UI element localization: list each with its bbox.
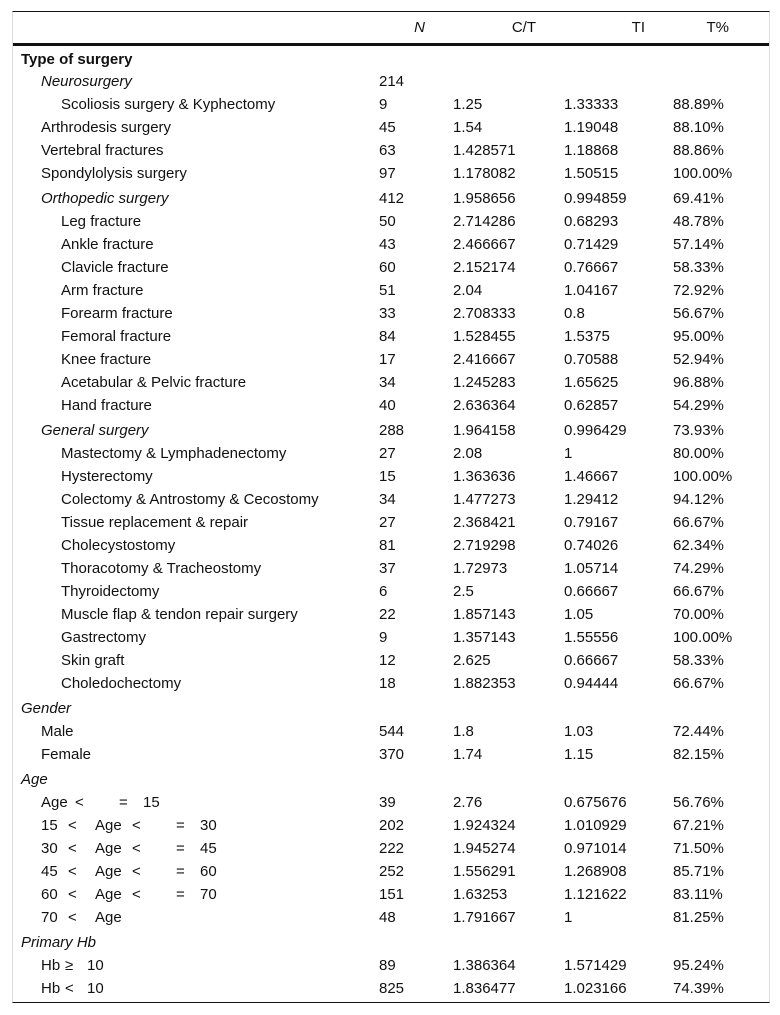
row-label bbox=[13, 883, 379, 906]
cell-n: 18 bbox=[379, 675, 396, 692]
expr-token: < bbox=[75, 794, 84, 811]
expr-token: 60 bbox=[41, 886, 58, 903]
cell-ct: 2.76 bbox=[453, 794, 483, 811]
cell-ti bbox=[560, 695, 671, 720]
expr-token: Age bbox=[95, 886, 122, 903]
cell-ti bbox=[560, 766, 671, 791]
row-label: Acetabular & Pelvic fracture bbox=[61, 374, 247, 391]
row-label: Colectomy & Antrostomy & Cecostomy bbox=[61, 491, 319, 508]
cell-ct: 2.5 bbox=[453, 583, 474, 600]
table-row bbox=[13, 837, 769, 860]
row-label: Cholecystostomy bbox=[61, 537, 176, 554]
cell-n: 63 bbox=[379, 142, 396, 159]
table-row bbox=[13, 511, 769, 534]
row-label: Clavicle fracture bbox=[61, 259, 169, 276]
expr-token: 45 bbox=[200, 840, 217, 857]
expr-token: < bbox=[68, 886, 77, 903]
row-label: Arthrodesis surgery bbox=[41, 119, 172, 136]
row-label: Arm fracture bbox=[61, 282, 144, 299]
table-row bbox=[13, 302, 769, 325]
cell-ct: 1.556291 bbox=[453, 863, 516, 880]
cell-ti: 1.33333 bbox=[564, 96, 619, 113]
cell-n: 15 bbox=[379, 468, 396, 485]
cell-ct: 2.04 bbox=[453, 282, 483, 299]
cell-tp bbox=[671, 45, 769, 71]
table-row bbox=[13, 766, 769, 791]
cell-tp: 88.89% bbox=[673, 96, 724, 113]
expr-token: < bbox=[132, 863, 141, 880]
cell-ti: 0.996429 bbox=[564, 421, 627, 439]
row-label bbox=[13, 906, 379, 929]
row-label: Forearm fracture bbox=[61, 305, 173, 322]
table-row bbox=[13, 325, 769, 348]
row-label: Knee fracture bbox=[61, 351, 152, 368]
cell-ct: 1.528455 bbox=[453, 328, 516, 345]
cell-n: 37 bbox=[379, 560, 396, 577]
cell-ti: 1.023166 bbox=[564, 980, 627, 997]
cell-tp: 58.33% bbox=[673, 652, 724, 669]
row-label: Leg fracture bbox=[61, 213, 142, 230]
table-row bbox=[13, 977, 769, 1002]
header-tp: T% bbox=[671, 12, 769, 45]
header-row bbox=[13, 12, 769, 45]
row-label: Tissue replacement & repair bbox=[61, 514, 249, 531]
cell-ct: 1.54 bbox=[453, 119, 483, 136]
cell-n: 17 bbox=[379, 351, 396, 368]
cell-ti: 1.03 bbox=[564, 723, 594, 740]
cell-n: 9 bbox=[379, 629, 388, 646]
cell-ct: 1.882353 bbox=[453, 675, 516, 692]
table-row bbox=[13, 626, 769, 649]
cell-tp: 100.00% bbox=[673, 165, 733, 182]
header-label bbox=[13, 12, 379, 45]
cell-tp: 100.00% bbox=[673, 468, 733, 485]
row-label: Muscle flap & tendon repair surgery bbox=[61, 606, 298, 623]
cell-ti: 0.70588 bbox=[564, 351, 619, 368]
section-heading: Primary Hb bbox=[21, 933, 97, 951]
cell-ti: 0.76667 bbox=[564, 259, 619, 276]
cell-ct bbox=[449, 45, 560, 71]
cell-tp: 95.24% bbox=[673, 957, 724, 974]
table-row bbox=[13, 883, 769, 906]
cell-tp: 83.11% bbox=[673, 886, 723, 903]
row-label bbox=[13, 977, 379, 1002]
cell-tp: 100.00% bbox=[673, 629, 733, 646]
cell-ti: 1.65625 bbox=[564, 374, 619, 391]
cell-ti bbox=[560, 45, 671, 71]
cell-tp: 73.93% bbox=[673, 421, 724, 439]
cell-ti: 1.5375 bbox=[564, 328, 610, 345]
expr-token: < bbox=[68, 840, 77, 857]
row-label bbox=[13, 791, 379, 814]
cell-n: 39 bbox=[379, 794, 396, 811]
cell-ti: 1.04167 bbox=[564, 282, 619, 299]
cell-ti: 1.121622 bbox=[564, 886, 627, 903]
cell-tp: 72.92% bbox=[673, 282, 724, 299]
cell-ct: 2.719298 bbox=[453, 537, 516, 554]
expr-token: 45 bbox=[41, 863, 58, 880]
cell-ti: 1.55556 bbox=[564, 629, 619, 646]
expr-token: 10 bbox=[87, 957, 104, 974]
table-row bbox=[13, 603, 769, 626]
row-label bbox=[13, 860, 379, 883]
table-row bbox=[13, 580, 769, 603]
expr-token: < bbox=[68, 909, 77, 926]
table-row bbox=[13, 45, 769, 71]
row-label: Male bbox=[41, 723, 74, 740]
cell-tp: 88.86% bbox=[673, 142, 724, 159]
cell-tp: 88.10% bbox=[673, 119, 724, 136]
table-row bbox=[13, 162, 769, 185]
cell-tp: 69.41% bbox=[673, 189, 724, 207]
table-row bbox=[13, 488, 769, 511]
row-label: Choledochectomy bbox=[61, 675, 182, 692]
cell-n: 60 bbox=[379, 259, 396, 276]
cell-n: 544 bbox=[379, 723, 405, 740]
cell-ct: 1.836477 bbox=[453, 980, 516, 997]
expr-token: < bbox=[132, 840, 141, 857]
table-row bbox=[13, 465, 769, 488]
expr-token: 10 bbox=[87, 980, 104, 997]
cell-n: 370 bbox=[379, 746, 405, 763]
row-label bbox=[13, 837, 379, 860]
cell-ti: 1.15 bbox=[564, 746, 594, 763]
cell-n: 12 bbox=[379, 652, 396, 669]
cell-tp: 58.33% bbox=[673, 259, 724, 276]
table-row bbox=[13, 70, 769, 93]
table-row bbox=[13, 233, 769, 256]
cell-ct: 1.363636 bbox=[453, 468, 516, 485]
table-row bbox=[13, 442, 769, 465]
cell-ct: 1.857143 bbox=[453, 606, 516, 623]
cell-ct bbox=[449, 695, 560, 720]
expr-token: Age bbox=[95, 909, 122, 926]
cell-tp: 62.34% bbox=[673, 537, 724, 554]
table-row bbox=[13, 649, 769, 672]
expr-token: 70 bbox=[200, 886, 217, 903]
cell-n: 9 bbox=[379, 96, 388, 113]
cell-ct: 1.25 bbox=[453, 96, 483, 113]
row-label: Ankle fracture bbox=[61, 236, 154, 253]
table-body bbox=[13, 45, 769, 1003]
cell-tp: 70.00% bbox=[673, 606, 724, 623]
table-row bbox=[13, 672, 769, 695]
cell-tp bbox=[671, 766, 769, 791]
cell-ct: 1.924324 bbox=[453, 817, 516, 834]
cell-ct: 1.945274 bbox=[453, 840, 516, 857]
expr-token: Hb bbox=[41, 980, 61, 997]
cell-ti: 0.79167 bbox=[564, 514, 619, 531]
row-label: Mastectomy & Lymphadenectomy bbox=[61, 445, 287, 462]
expr-token: Age bbox=[95, 840, 122, 857]
row-label: Gastrectomy bbox=[61, 629, 147, 646]
table-row bbox=[13, 394, 769, 417]
expr-token: 30 bbox=[200, 817, 217, 834]
expr-token: < bbox=[65, 980, 74, 997]
cell-ct: 2.368421 bbox=[453, 514, 516, 531]
expr-token: = bbox=[176, 863, 185, 880]
cell-ti: 1 bbox=[564, 909, 573, 926]
table-row bbox=[13, 720, 769, 743]
cell-tp bbox=[671, 695, 769, 720]
group-label: General surgery bbox=[41, 421, 149, 439]
table-row bbox=[13, 929, 769, 954]
cell-n: 50 bbox=[379, 213, 396, 230]
expr-token: Hb bbox=[41, 957, 61, 974]
expr-token: Age bbox=[95, 817, 122, 834]
cell-ti: 1.010929 bbox=[564, 817, 627, 834]
cell-ct: 1.245283 bbox=[453, 374, 516, 391]
section-heading: Age bbox=[21, 770, 48, 788]
row-label: Hysterectomy bbox=[61, 468, 153, 485]
cell-tp: 85.71% bbox=[673, 863, 724, 880]
row-label: Female bbox=[41, 746, 92, 763]
row-label bbox=[13, 954, 379, 977]
cell-n: 89 bbox=[379, 957, 396, 974]
row-label: Spondylolysis surgery bbox=[41, 165, 187, 182]
cell-n: 288 bbox=[379, 421, 405, 439]
cell-ct: 1.178082 bbox=[453, 165, 516, 182]
expr-token: = bbox=[176, 886, 185, 903]
table-row bbox=[13, 371, 769, 394]
expr-token: = bbox=[119, 794, 128, 811]
group-label: Orthopedic surgery bbox=[41, 189, 169, 207]
table-row bbox=[13, 417, 769, 442]
cell-n: 27 bbox=[379, 445, 396, 462]
table-row bbox=[13, 139, 769, 162]
cell-ct: 1.428571 bbox=[453, 142, 516, 159]
table-row bbox=[13, 210, 769, 233]
cell-ct: 2.466667 bbox=[453, 236, 516, 253]
cell-ct: 2.708333 bbox=[453, 305, 516, 322]
cell-n: 214 bbox=[379, 73, 405, 90]
expr-token: 30 bbox=[41, 840, 58, 857]
cell-ct: 1.63253 bbox=[453, 886, 508, 903]
table-row bbox=[13, 906, 769, 929]
cell-n: 825 bbox=[379, 980, 405, 997]
expr-token: 70 bbox=[41, 909, 58, 926]
cell-n: 84 bbox=[379, 328, 396, 345]
expr-token: = bbox=[176, 840, 185, 857]
cell-n: 22 bbox=[379, 606, 396, 623]
expr-token: ≥ bbox=[65, 957, 74, 974]
table-row bbox=[13, 814, 769, 837]
cell-tp: 72.44% bbox=[673, 723, 724, 740]
table-row bbox=[13, 954, 769, 977]
table-row bbox=[13, 348, 769, 371]
cell-ti: 1.46667 bbox=[564, 468, 619, 485]
cell-tp: 67.21% bbox=[673, 817, 724, 834]
cell-n bbox=[379, 45, 449, 71]
cell-n: 51 bbox=[379, 282, 396, 299]
cell-ti: 0.71429 bbox=[564, 236, 619, 253]
table-row bbox=[13, 791, 769, 814]
row-label: Thyroidectomy bbox=[61, 583, 160, 600]
cell-ct bbox=[449, 929, 560, 954]
cell-ti: 0.68293 bbox=[564, 213, 619, 230]
cell-n: 34 bbox=[379, 374, 396, 391]
row-label: Hand fracture bbox=[61, 397, 152, 414]
cell-ct: 2.625 bbox=[453, 652, 491, 669]
cell-tp bbox=[671, 929, 769, 954]
table-row bbox=[13, 534, 769, 557]
cell-n: 412 bbox=[379, 189, 405, 207]
table-row bbox=[13, 557, 769, 580]
cell-tp: 52.94% bbox=[673, 351, 724, 368]
expr-token: Age bbox=[95, 863, 122, 880]
cell-ct: 2.416667 bbox=[453, 351, 516, 368]
table-row bbox=[13, 256, 769, 279]
cell-n: 252 bbox=[379, 863, 405, 880]
cell-ti: 1.29412 bbox=[564, 491, 619, 508]
cell-ct: 1.791667 bbox=[453, 909, 516, 926]
cell-tp: 94.12% bbox=[673, 491, 724, 508]
table-row bbox=[13, 743, 769, 766]
row-label bbox=[13, 814, 379, 837]
table-row bbox=[13, 93, 769, 116]
cell-ct: 1.964158 bbox=[453, 421, 516, 439]
cell-ct: 2.714286 bbox=[453, 213, 516, 230]
expr-token: < bbox=[68, 863, 77, 880]
cell-ti: 0.74026 bbox=[564, 537, 619, 554]
cell-tp: 66.67% bbox=[673, 675, 724, 692]
cell-ti: 0.66667 bbox=[564, 583, 619, 600]
table-row bbox=[13, 695, 769, 720]
cell-tp: 66.67% bbox=[673, 514, 724, 531]
table-row bbox=[13, 279, 769, 302]
cell-ti: 0.94444 bbox=[564, 675, 619, 692]
cell-n bbox=[379, 695, 449, 720]
group-label: Neurosurgery bbox=[41, 73, 132, 90]
cell-n: 40 bbox=[379, 397, 396, 414]
cell-ct: 1.357143 bbox=[453, 629, 516, 646]
cell-ti: 1.18868 bbox=[564, 142, 619, 159]
table-row bbox=[13, 860, 769, 883]
cell-tp: 80.00% bbox=[673, 445, 724, 462]
header-ti: TI bbox=[560, 12, 671, 45]
row-label: Skin graft bbox=[61, 652, 125, 669]
expr-token: < bbox=[132, 817, 141, 834]
cell-ti: 1.268908 bbox=[564, 863, 627, 880]
row-label: Vertebral fractures bbox=[41, 142, 164, 159]
cell-n bbox=[379, 929, 449, 954]
cell-tp: 66.67% bbox=[673, 583, 724, 600]
cell-n: 151 bbox=[379, 886, 405, 903]
cell-n: 97 bbox=[379, 165, 396, 182]
cell-n: 202 bbox=[379, 817, 405, 834]
header-ct: C/T bbox=[449, 12, 560, 45]
cell-tp: 81.25% bbox=[673, 909, 724, 926]
cell-ct: 1.477273 bbox=[453, 491, 516, 508]
cell-tp: 82.15% bbox=[673, 746, 724, 763]
cell-tp: 71.50% bbox=[673, 840, 724, 857]
cell-ti bbox=[560, 929, 671, 954]
cell-ct: 1.958656 bbox=[453, 189, 516, 207]
cell-tp: 56.67% bbox=[673, 305, 724, 322]
cell-tp: 56.76% bbox=[673, 794, 724, 811]
cell-ct: 1.8 bbox=[453, 723, 474, 740]
expr-token: = bbox=[176, 817, 185, 834]
row-label: Femoral fracture bbox=[61, 328, 172, 345]
cell-ti: 0.8 bbox=[564, 305, 585, 322]
cell-tp: 95.00% bbox=[673, 328, 724, 345]
cell-tp bbox=[671, 70, 769, 93]
cell-n: 34 bbox=[379, 491, 396, 508]
row-label: Thoracotomy & Tracheostomy bbox=[61, 560, 262, 577]
cell-n: 81 bbox=[379, 537, 396, 554]
row-label: Scoliosis surgery & Kyphectomy bbox=[61, 96, 276, 113]
cell-ct bbox=[449, 70, 560, 93]
expr-token: 60 bbox=[200, 863, 217, 880]
cell-ti: 1.05 bbox=[564, 606, 594, 623]
cell-tp: 96.88% bbox=[673, 374, 724, 391]
cell-ct: 2.636364 bbox=[453, 397, 516, 414]
cell-ti: 1 bbox=[564, 445, 573, 462]
cell-n: 222 bbox=[379, 840, 405, 857]
cell-n: 33 bbox=[379, 305, 396, 322]
cell-ti: 1.05714 bbox=[564, 560, 619, 577]
expr-token: Age bbox=[41, 794, 68, 811]
cell-n: 43 bbox=[379, 236, 396, 253]
cell-ti: 1.50515 bbox=[564, 165, 619, 182]
table-row bbox=[13, 185, 769, 210]
cell-ti: 0.994859 bbox=[564, 189, 627, 207]
cell-tp: 74.39% bbox=[673, 980, 724, 997]
cell-ct bbox=[449, 766, 560, 791]
cell-n: 6 bbox=[379, 583, 388, 600]
cell-ti: 1.19048 bbox=[564, 119, 619, 136]
cell-n: 48 bbox=[379, 909, 396, 926]
cell-ti: 0.675676 bbox=[564, 794, 627, 811]
expr-token: < bbox=[132, 886, 141, 903]
section-heading: Gender bbox=[21, 699, 72, 717]
cell-ct: 2.152174 bbox=[453, 259, 516, 276]
cell-ti: 1.571429 bbox=[564, 957, 627, 974]
cell-ti: 0.971014 bbox=[564, 840, 627, 857]
results-table-container bbox=[12, 11, 770, 1003]
cell-ct: 1.386364 bbox=[453, 957, 516, 974]
expr-token: 15 bbox=[41, 817, 58, 834]
cell-ti: 0.66667 bbox=[564, 652, 619, 669]
cell-ct: 1.74 bbox=[453, 746, 483, 763]
cell-n: 27 bbox=[379, 514, 396, 531]
cell-tp: 74.29% bbox=[673, 560, 724, 577]
table-row bbox=[13, 116, 769, 139]
cell-ti bbox=[560, 70, 671, 93]
cell-n: 45 bbox=[379, 119, 396, 136]
table-header bbox=[13, 12, 769, 45]
expr-token: 15 bbox=[143, 794, 160, 811]
section-heading: Type of surgery bbox=[21, 50, 133, 68]
results-table bbox=[13, 12, 769, 1002]
cell-ti: 0.62857 bbox=[564, 397, 619, 414]
expr-token: < bbox=[68, 817, 77, 834]
cell-tp: 48.78% bbox=[673, 213, 724, 230]
cell-tp: 54.29% bbox=[673, 397, 724, 414]
cell-tp: 57.14% bbox=[673, 236, 724, 253]
cell-n bbox=[379, 766, 449, 791]
header-n: N bbox=[379, 12, 449, 45]
cell-ct: 1.72973 bbox=[453, 560, 508, 577]
cell-ct: 2.08 bbox=[453, 445, 483, 462]
